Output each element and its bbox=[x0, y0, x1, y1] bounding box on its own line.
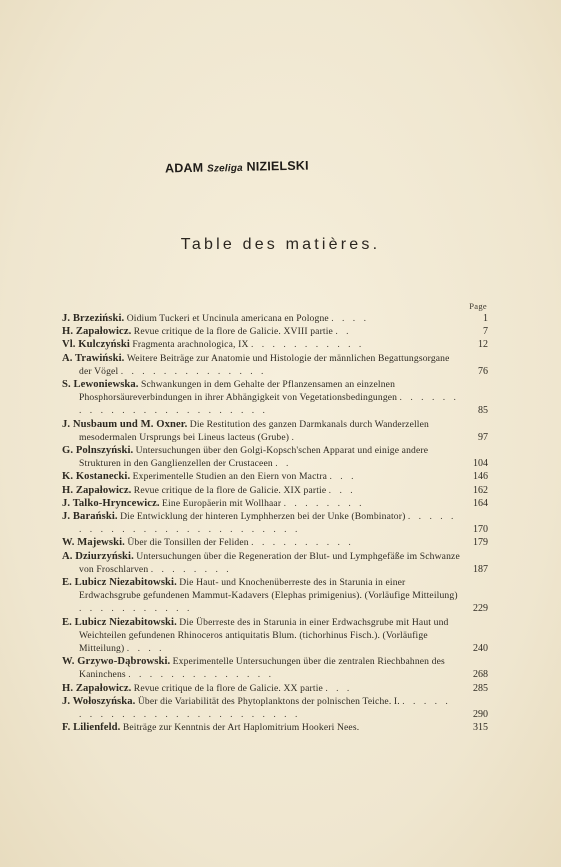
toc-entry-page-number: 268 bbox=[473, 669, 488, 681]
toc-entry-leader: . . bbox=[335, 326, 352, 338]
toc-entry bbox=[62, 576, 488, 616]
toc-entry-author: F. Lilienfeld. bbox=[62, 722, 121, 734]
toc-entry bbox=[62, 616, 488, 656]
toc-entry-page-number: 290 bbox=[473, 709, 488, 721]
toc-entry bbox=[62, 682, 488, 695]
toc-entry-leader: . . . bbox=[328, 484, 356, 496]
toc-entry-title: Die Überreste des in Starunia in einer Erdwachsgrube mit Haut und Weichteilen gefundenen Rhinoceros antiquitatis Blum. (tichorhinus Fisch.). (Vorläufige Mitteilung) bbox=[79, 616, 449, 655]
toc-entry bbox=[62, 655, 488, 681]
toc-entry-title: Untersuchungen über den Golgi-Kopsch'schen Apparat und einige andere Strukturen in den Ganglienzellen der Crustaceen bbox=[79, 445, 429, 470]
toc-entry bbox=[62, 418, 488, 444]
toc-entry-title: Untersuchungen über die Regeneration der Blut- und Lymphgefäße im Schwanze von Froschlarven bbox=[79, 550, 460, 575]
toc-entry-leader: . . . . . . . . . . . . . . . . . . . . . . . . . . bbox=[79, 695, 451, 721]
toc-entry-author: W. Grzywo-Dąbrowski. bbox=[62, 656, 171, 668]
toc-entry bbox=[62, 352, 488, 378]
toc-entry-leader: . bbox=[291, 431, 297, 443]
toc-entry-title: Die Haut- und Knochenüberreste des in Starunia in einer Erdwachsgrube gefundenen Mammut-Kadavers (Elephas primigenius). (Vorläufige Mitteilung) bbox=[79, 577, 458, 602]
toc-entry bbox=[62, 484, 488, 497]
toc-entry-leader: . . . . . . . . . . . . . . bbox=[120, 365, 267, 377]
toc-entry-title: Die Entwicklung der hinteren Lymphherzen bei der Unke (Bombinator) bbox=[120, 511, 406, 523]
toc-entry-author: H. Zapałowicz. bbox=[62, 326, 132, 338]
toc-entry bbox=[62, 444, 488, 470]
toc-entry-title: Weitere Beiträge zur Anatomie und Histologie der männlichen Begattungsorgane der Vögel bbox=[79, 352, 450, 377]
stamp-middle-name: Szeliga bbox=[206, 162, 243, 175]
toc-entry-page-number: 179 bbox=[473, 537, 488, 549]
toc-entry-title: Schwankungen in dem Gehalte der Pflanzensamen an einzelnen Phosphorsäureverbindungen in ihrer Abhängigkeit von Vegetationsbedingungen bbox=[79, 379, 398, 404]
toc-entry-author: J. Wołoszyńska. bbox=[62, 695, 136, 707]
toc-entry-leader: . . . . . . . . . . . . . . bbox=[128, 669, 274, 681]
toc-entry-author: S. Lewoniewska. bbox=[62, 379, 139, 391]
toc-entry bbox=[62, 325, 488, 338]
toc-entry-page-number: 315 bbox=[473, 722, 488, 734]
toc-entry-leader: . . . bbox=[325, 682, 353, 694]
toc-entry-author: G. Polnszyński. bbox=[62, 445, 134, 457]
toc-entry bbox=[62, 312, 488, 325]
toc-entry-title: Über die Tonsillen der Feliden bbox=[127, 537, 249, 549]
toc-entry-page-number: 170 bbox=[473, 524, 488, 536]
toc-entry bbox=[62, 470, 488, 483]
stamp-first-name: ADAM bbox=[164, 160, 204, 176]
toc-entry-title: Revue critique de la flore de Galicie. XVIII partie bbox=[133, 326, 333, 338]
toc-entry-page-number: 97 bbox=[478, 431, 488, 443]
toc-entry-title: Revue critique de la flore de Galicie. XX partie bbox=[133, 682, 323, 694]
toc-entry-page-number: 7 bbox=[483, 326, 488, 338]
toc-entry bbox=[62, 550, 488, 576]
toc-entry-author: J. Brzeziński. bbox=[62, 313, 125, 324]
toc-entry-title: Die Restitution des ganzen Darmkanals durch Wanderzellen mesodermalen Ursprungs bei Lineus lacteus (Grube) bbox=[79, 418, 429, 443]
toc-entry-page-number: 285 bbox=[473, 682, 488, 694]
toc-entry-page-number: 164 bbox=[473, 497, 488, 509]
toc-entry-title: Eine Europäerin mit Wollhaar bbox=[162, 497, 282, 509]
toc-entry-page-number: 162 bbox=[473, 484, 488, 496]
toc-entry-leader: . . . . bbox=[331, 313, 369, 324]
toc-entry-author: Vl. Kulczyński bbox=[62, 339, 130, 351]
toc-entry-title: Revue critique de la flore de Galicie. XIX partie bbox=[133, 484, 327, 496]
toc-entry bbox=[62, 338, 488, 351]
toc-entry-author: H. Zapałowicz. bbox=[62, 484, 132, 496]
table-of-contents bbox=[62, 312, 488, 735]
toc-entry bbox=[62, 695, 488, 721]
toc-entry-leader: . . . . . . . . . . . bbox=[250, 339, 365, 351]
toc-entry bbox=[62, 497, 488, 510]
toc-entry-page-number: 104 bbox=[473, 458, 488, 470]
toc-entry bbox=[62, 378, 488, 418]
toc-entry-author: H. Zapałowicz. bbox=[62, 682, 132, 694]
toc-entry-page-number: 187 bbox=[473, 563, 488, 575]
toc-entry-page-number: 229 bbox=[473, 603, 488, 615]
toc-entry bbox=[62, 510, 488, 536]
toc-entry-author: A. Dziurzyński. bbox=[62, 550, 134, 562]
toc-entry-author: E. Lubicz Niezabitowski. bbox=[62, 577, 177, 589]
toc-entry-title: Experimentelle Untersuchungen über die zentralen Riechbahnen des Kaninchens bbox=[79, 656, 445, 681]
page-title: Table des matières. bbox=[180, 236, 381, 253]
toc-entry-leader: . . . . . . . . bbox=[150, 563, 232, 575]
toc-entry-leader: . . . . . . . . bbox=[283, 497, 365, 509]
toc-entry-title: Fragmenta arachnologica, IX bbox=[132, 339, 249, 351]
toc-entry-leader: . . . . . . . . . . bbox=[251, 537, 354, 549]
toc-entry-page-number: 146 bbox=[473, 471, 488, 483]
toc-entry-leader: . . . . . . . . . . . bbox=[79, 603, 193, 615]
toc-entry-leader: . . . bbox=[329, 471, 357, 483]
toc-entry-leader: . . . . bbox=[126, 643, 165, 655]
toc-entry-title: Über die Variabilität des Phytoplanktons der polnischen Teiche. I. bbox=[137, 695, 400, 707]
toc-entry-page-number: 240 bbox=[473, 643, 488, 655]
toc-entry bbox=[62, 536, 488, 549]
toc-entry-author: J. Nusbaum und M. Oxner. bbox=[62, 418, 188, 430]
toc-entry-title: Experimentelle Studien an den Eiern von Mactra bbox=[132, 471, 328, 483]
toc-entry-page-number: 1 bbox=[483, 313, 488, 324]
toc-entry-leader: . . bbox=[275, 458, 292, 470]
toc-entry-author: J. Barański. bbox=[62, 511, 118, 523]
toc-entry-page-number: 76 bbox=[478, 365, 488, 377]
toc-entry-page-number: 85 bbox=[478, 405, 488, 417]
toc-entry-leader: . . . . . . . . . . . . . . . . . . . . . . . . . . bbox=[79, 511, 457, 536]
toc-entry-page-number: 12 bbox=[478, 339, 488, 351]
toc-entry bbox=[62, 721, 488, 734]
stamp-last-name: NIZIELSKI bbox=[246, 158, 309, 174]
toc-entry-author: J. Talko-Hryncewicz. bbox=[62, 497, 160, 509]
page-column-label: Page bbox=[469, 301, 487, 311]
toc-entry-title: Oidium Tuckeri et Uncinula americana en Pologne bbox=[126, 313, 329, 324]
toc-entry-leader: . . . . . . . . . . . . . . . . . . . . . . . . bbox=[79, 392, 459, 417]
toc-entry-author: A. Trawiński. bbox=[62, 352, 125, 364]
toc-entry-author: W. Majewski. bbox=[62, 537, 125, 549]
owner-stamp bbox=[165, 158, 309, 175]
toc-entry-title: Beiträge zur Kenntnis der Art Haplomitrium Hookeri Nees. bbox=[122, 722, 360, 734]
toc-entry-author: E. Lubicz Niezabitowski. bbox=[62, 616, 177, 628]
toc-entry-author: K. Kostanecki. bbox=[62, 471, 131, 483]
